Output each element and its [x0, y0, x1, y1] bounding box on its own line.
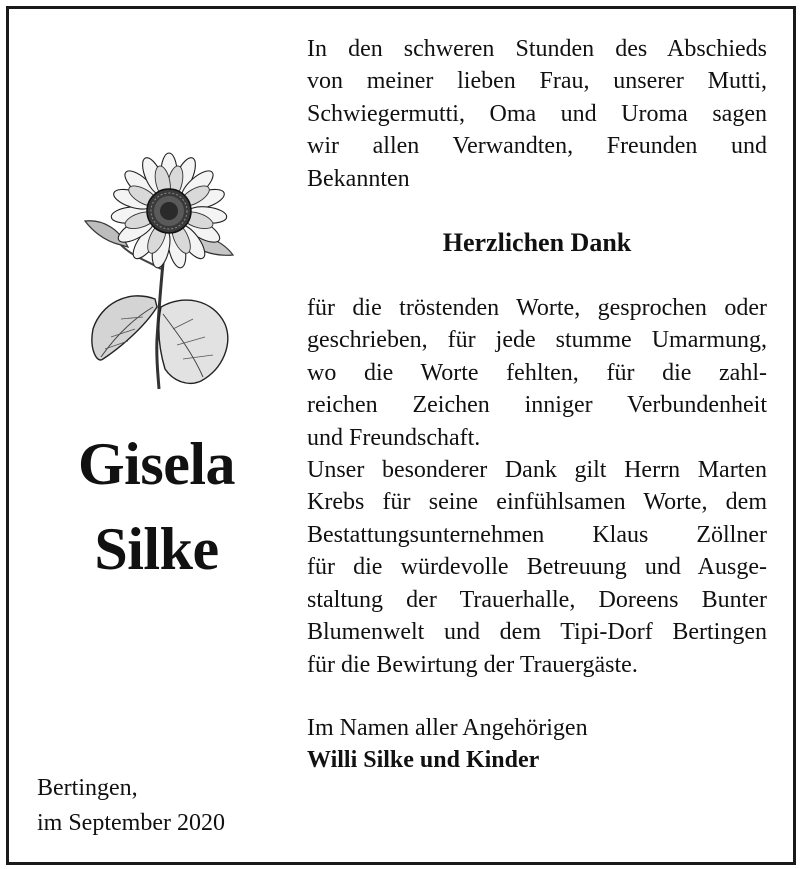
obituary-frame	[6, 6, 796, 865]
body-line: und Freundschaft.	[307, 424, 481, 451]
body-line: staltung der Trauerhalle, Doreens Bunter	[307, 586, 767, 613]
left-column	[9, 9, 304, 862]
thanks-heading: Herzlichen Dank	[442, 228, 632, 258]
body-line: Krebs für seine einfühlsamen Worte, dem	[307, 489, 767, 516]
body-line: Bestattungsunternehmen Klaus Zöllner	[307, 521, 767, 548]
signature-block	[307, 712, 588, 776]
body-line: wo die Worte fehlten, für die zahl-	[307, 359, 767, 386]
signature-intro: Im Namen aller Angehörigen	[307, 715, 588, 741]
place-date	[37, 771, 225, 841]
body-line: für die würdevolle Betreuung und Ausge-	[307, 554, 767, 581]
date-line: im September 2020	[37, 810, 225, 836]
signature-names: Willi Silke und Kinder	[307, 747, 540, 773]
body-line: reichen Zeichen inniger Verbundenheit	[307, 392, 767, 419]
intro-line: In den schweren Stunden des Abschieds	[307, 36, 767, 62]
right-column	[307, 33, 767, 681]
body-line: für die Bewirtung der Trauergäste.	[307, 651, 638, 678]
deceased-last-name: Silke	[94, 516, 219, 582]
intro-line: Schwiegermutti, Oma und Uroma sagen	[307, 100, 767, 127]
deceased-first-name: Gisela	[78, 431, 235, 497]
intro-paragraph	[307, 33, 767, 195]
body-line: Blumenwelt und dem Tipi-Dorf Bertingen	[307, 619, 767, 646]
intro-line: Bekannten	[307, 165, 410, 192]
body-line: geschrieben, für jede stumme Umarmung,	[307, 327, 767, 354]
intro-line: wir allen Verwandten, Freunden und	[307, 133, 767, 160]
body-paragraph	[307, 292, 767, 681]
sunflower-icon	[73, 149, 263, 394]
body-line: Unser besonderer Dank gilt Herrn Marten	[307, 457, 767, 484]
place-line: Bertingen,	[37, 775, 138, 801]
intro-line: von meiner lieben Frau, unserer Mutti,	[307, 68, 767, 95]
body-line: für die tröstenden Worte, gesprochen oder	[307, 295, 767, 322]
